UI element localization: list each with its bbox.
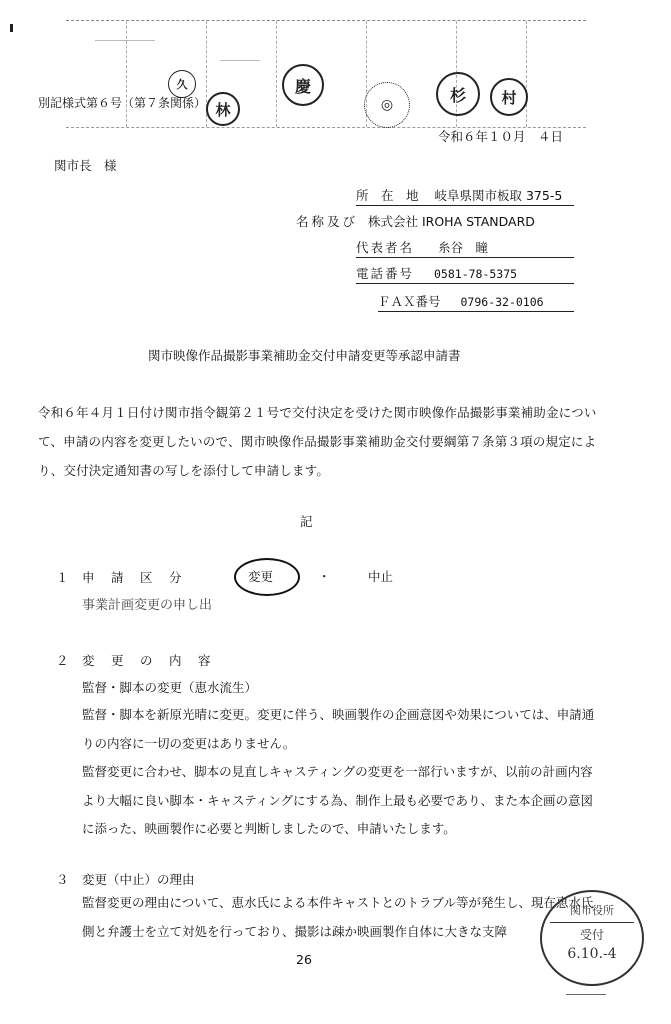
personal-seal: 杉	[436, 72, 480, 116]
personal-seal: 林	[206, 92, 240, 126]
intro-paragraph: 令和６年４月１日付け関市指令観第２１号で交付決定を受けた関市映像作品撮影事業補助金について、申請の内容を変更したいので、関市映像作品撮影事業補助金交付要綱第７条第３項の規定により、交付決定通知書の写しを添付して申請します。	[38, 405, 597, 478]
phone-label: 電話番号	[356, 266, 415, 281]
personal-seal: 村	[490, 78, 528, 116]
section2-subheading: 監督・脚本の変更（恵水流生）	[82, 680, 258, 695]
representative-value: 糸谷 瞳	[438, 240, 489, 255]
scan-mark	[10, 24, 13, 32]
receipt-stamp-date: 6.10.-4	[567, 946, 617, 962]
stamp-column-divider	[526, 21, 527, 127]
address-value: 岐阜県関市板取 375-5	[434, 188, 563, 203]
fax-value: 0796-32-0106	[460, 295, 544, 309]
scan-mark	[220, 60, 260, 61]
section2-paragraph: 監督変更に合わせ、脚本の見直しキャスティングの変更を一部行いますが、以前の計画内容より大幅に良い脚本・キャスティングにする為、制作上最も必要であり、また本企画の意図に添った、映画製作に必要と判断しましたので、申請いたします。	[82, 764, 594, 836]
representative-line	[356, 238, 574, 258]
address-line	[356, 186, 574, 206]
representative-label: 代表者名	[356, 240, 415, 255]
section1-heading: 申 請 区 分	[82, 570, 184, 585]
addressee: 関市長 様	[54, 158, 117, 173]
form-label: 別記様式第６号（第７条関係）	[38, 96, 207, 110]
option-change: 変更	[248, 569, 274, 584]
date-seal: ◎	[364, 82, 410, 128]
document-title: 関市映像作品撮影事業補助金交付申請変更等承認申請書	[148, 348, 461, 363]
name-label: 名称及び	[296, 214, 359, 229]
option-separator: ・	[318, 569, 331, 584]
receipt-stamp	[540, 890, 644, 986]
section3-number: ３	[56, 872, 69, 887]
phone-value: 0581-78-5375	[434, 267, 518, 281]
section1-number: １	[56, 570, 69, 585]
name-line	[296, 212, 535, 230]
section3-heading: 変更（中止）の理由	[82, 872, 195, 887]
stamp-column-divider	[126, 21, 127, 127]
fax-label: ＦＡＸ番号	[378, 294, 441, 309]
option-cancel: 中止	[368, 569, 394, 584]
receipt-stamp-middle: 受付	[579, 928, 604, 942]
personal-seal: 慶	[282, 64, 324, 106]
ki-heading: 記	[300, 514, 313, 529]
document-date: 令和６年１０月 ４日	[438, 129, 564, 144]
receipt-stamp-top: 関市役所	[570, 904, 614, 917]
address-label: 所 在 地	[356, 188, 419, 203]
scan-mark	[566, 994, 606, 995]
section2-heading: 変 更 の 内 容	[82, 653, 213, 668]
fax-line	[378, 292, 574, 312]
section2-paragraph: 監督・脚本を新原光晴に変更。変更に伴う、映画製作の企画意図や効果については、申請通りの内容に一切の変更はありません。	[82, 707, 595, 751]
name-value: 株式会社 IROHA STANDARD	[368, 214, 535, 229]
receipt-stamp-divider	[550, 922, 634, 923]
section2-number: ２	[56, 653, 69, 668]
scan-mark	[95, 40, 155, 41]
phone-line	[356, 264, 574, 284]
page-number: 26	[296, 952, 312, 967]
section3-paragraph: 監督変更の理由について、恵水氏による本件キャストとのトラブル等が発生し、現在恵水氏側と弁護士を立て対処を行っており、撮影は疎か映画製作自体に大きな支障	[82, 895, 594, 939]
personal-seal: 久	[168, 70, 196, 98]
handwritten-note: 事業計画変更の申し出	[82, 598, 213, 613]
stamp-column-divider	[276, 21, 277, 127]
